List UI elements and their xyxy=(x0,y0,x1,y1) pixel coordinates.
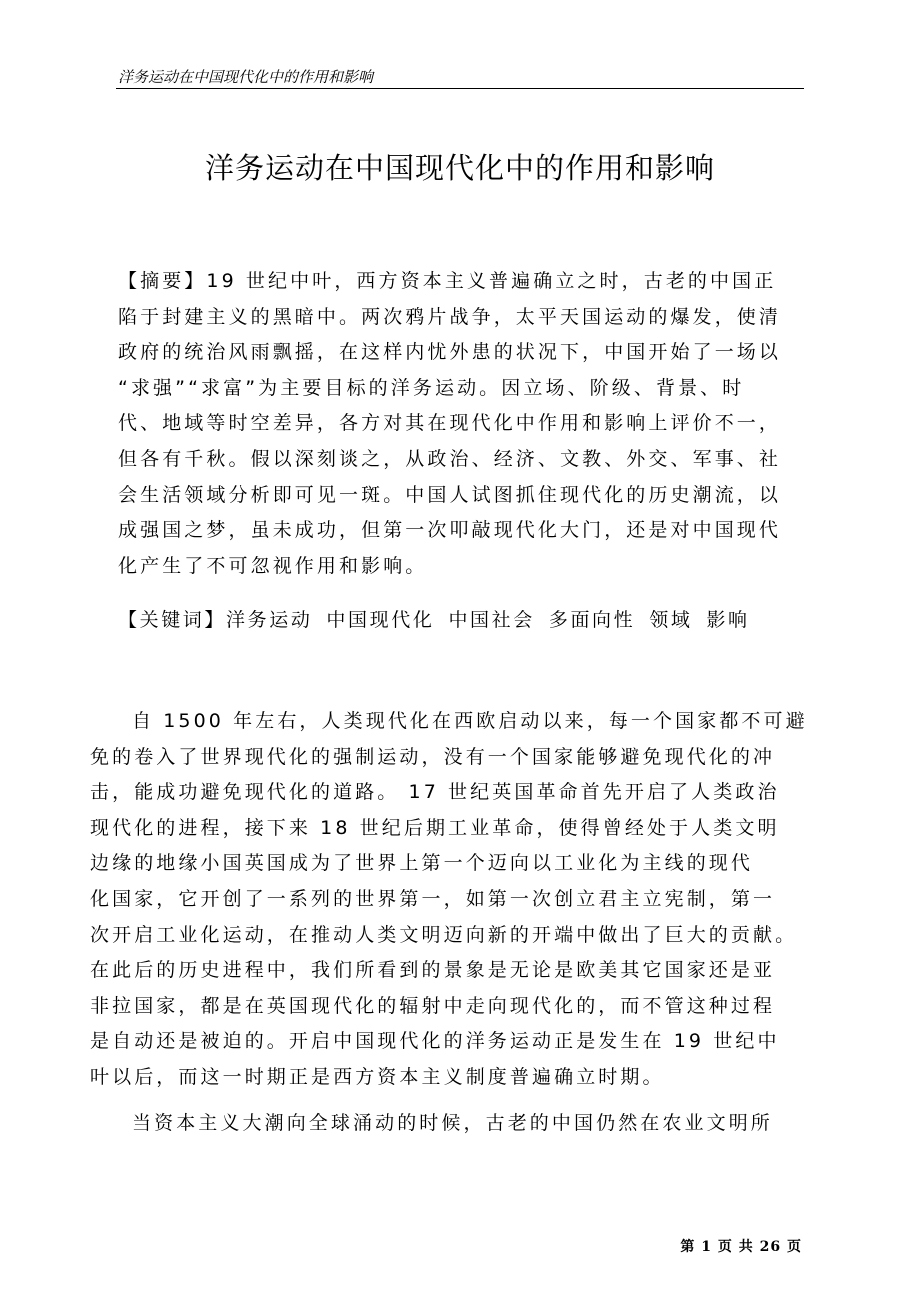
body-line: 免的卷入了世界现代化的强制运动，没有一个国家能够避免现代化的冲 xyxy=(90,745,776,768)
body-line: 非拉国家，都是在英国现代化的辐射中走向现代化的，而不管这种过程 xyxy=(90,994,776,1017)
keyword: 洋务运动 xyxy=(226,609,313,631)
header-divider xyxy=(116,88,804,89)
abstract-line: 但各有千秋。假以深刻谈之，从政治、经济、文教、外交、军事、社 xyxy=(118,447,782,470)
document-title: 洋务运动在中国现代化中的作用和影响 xyxy=(204,151,715,185)
abstract-line: “求强”“求富”为主要目标的洋务运动。因立场、阶级、背景、时 xyxy=(118,376,745,399)
abstract-line: 【摘要】19 世纪中叶，西方资本主义普遍确立之时，古老的中国正 xyxy=(118,270,777,292)
abstract-line: 代、地域等时空差异，各方对其在现代化中作用和影响上评价不一， xyxy=(118,412,782,435)
abstract-line: 成强国之梦，虽未成功，但第一次叩敲现代化大门，还是对中国现代 xyxy=(118,519,782,542)
page-number: 第 1 页 共 26 页 xyxy=(680,1239,802,1255)
running-header-title: 洋务运动在中国现代化中的作用和影响 xyxy=(118,68,374,86)
body-paragraph-1 xyxy=(90,704,810,1096)
abstract-line: 政府的统治风雨飘摇，在这样内忧外患的状况下，中国开始了一场以 xyxy=(118,341,782,364)
body-line: 边缘的地缘小国英国成为了世界上第一个迈向以工业化为主线的现代 xyxy=(90,852,754,875)
abstract xyxy=(118,264,808,584)
body-line: 在此后的历史进程中，我们所看到的景象是无论是欧美其它国家还是亚 xyxy=(90,959,776,982)
keyword: 领域 xyxy=(649,609,693,631)
abstract-line: 陷于封建主义的黑暗中。两次鸦片战争，太平天国运动的爆发，使清 xyxy=(118,305,782,328)
body-line: 化国家，它开创了一系列的世界第一，如第一次创立君主立宪制，第一 xyxy=(90,887,776,910)
abstract-line: 化产生了不可忽视作用和影响。 xyxy=(118,554,428,577)
body-line: 击，能成功避免现代化的道路。 17 世纪英国革命首先开启了人类政治 xyxy=(90,781,780,804)
body-line: 是自动还是被迫的。开启中国现代化的洋务运动正是发生在 19 世纪中 xyxy=(90,1030,780,1053)
body-line: 自 1500 年左右，人类现代化在西欧启动以来，每一个国家都不可避 xyxy=(132,710,808,732)
keyword: 多面向性 xyxy=(548,609,636,631)
keyword: 中国现代化 xyxy=(326,609,435,631)
abstract-line: 会生活领域分析即可见一斑。中国人试图抓住现代化的历史潮流，以 xyxy=(118,483,782,506)
body-line: 叶以后，而这一时期正是西方资本主义制度普遍确立时期。 xyxy=(90,1065,665,1088)
body-line: 现代化的进程，接下来 18 世纪后期工业革命，使得曾经处于人类文明 xyxy=(90,816,780,839)
keywords-label: 【关键词】 xyxy=(118,609,227,631)
keyword: 影响 xyxy=(706,609,750,631)
body-paragraph-2-first-line: 当资本主义大潮向全球涌动的时候，古老的中国仍然在农业文明所 xyxy=(132,1112,773,1134)
body-line: 次开启工业化运动，在推动人类文明迈向新的开端中做出了巨大的贡献。 xyxy=(90,923,798,946)
keywords-line xyxy=(118,605,764,632)
keyword: 中国社会 xyxy=(448,609,535,631)
